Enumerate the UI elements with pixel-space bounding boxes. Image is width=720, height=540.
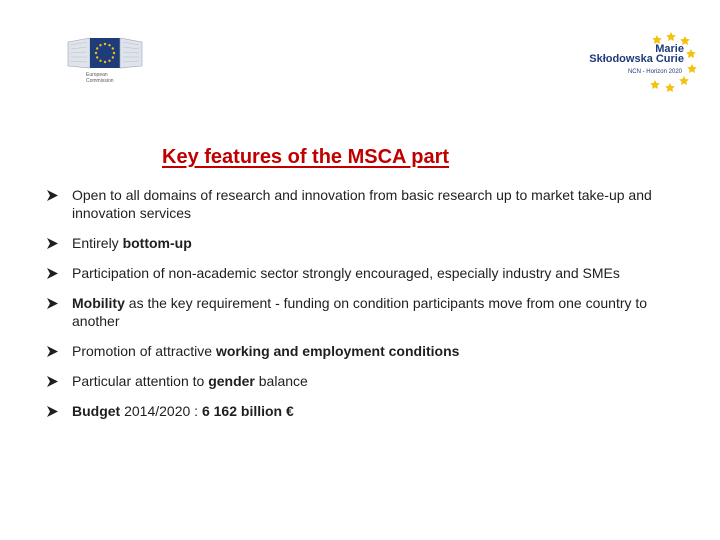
ec-text-line1: European (86, 72, 108, 78)
msca-logo (578, 30, 702, 94)
msca-name-line2: Skłodowska Curie (589, 53, 684, 65)
list-item-text: Budget (72, 403, 121, 419)
slide-title: Key features of the MSCA part (162, 146, 450, 168)
list-item (46, 342, 686, 360)
msca-name (589, 44, 684, 64)
list-item-text: as the key requirement - funding on condition participants move from one country to another (72, 295, 648, 329)
ec-text (86, 72, 114, 84)
list-item-text: bottom-up (122, 235, 192, 251)
msca-subtitle: NCN - Horizon 2020 (627, 69, 682, 75)
ec-building-icon (66, 36, 144, 70)
list-item-text: Open to all domains of (72, 187, 216, 203)
list-item-text: strongly encouraged, especially industry and SMEs (298, 265, 620, 281)
arrow-bullet-icon (46, 376, 58, 387)
list-item-text: non-academic sector (168, 265, 299, 281)
list-item (46, 372, 686, 390)
list-item-text: working and employment conditions (215, 343, 460, 359)
arrow-bullet-icon (46, 238, 58, 249)
list-item-text: Mobility (72, 295, 125, 311)
list-item-text: 6 162 billion € (201, 403, 294, 419)
list-item (46, 294, 686, 330)
arrow-bullet-icon (46, 298, 58, 309)
ec-text-line2: Commission (86, 78, 114, 84)
european-commission-logo (66, 36, 146, 88)
arrow-bullet-icon (46, 406, 58, 417)
list-item (46, 264, 686, 282)
list-item-text: Promotion of attractive (72, 343, 216, 359)
list-item (46, 186, 686, 222)
feature-list (46, 186, 686, 420)
list-item (46, 234, 686, 252)
arrow-bullet-icon (46, 346, 58, 357)
list-item-text: from basic research up to market take-up and innovation services (72, 187, 652, 221)
list-item-text: 2014/2020 : (120, 403, 202, 419)
list-item (46, 402, 686, 420)
msca-name-line1: Marie (655, 43, 684, 55)
list-item-text: balance (254, 373, 308, 389)
arrow-bullet-icon (46, 268, 58, 279)
list-item-text: gender (208, 373, 255, 389)
arrow-bullet-icon (46, 190, 58, 201)
list-item-text: Participation of (72, 265, 169, 281)
list-item-text: research and innovation (215, 187, 366, 203)
list-item-text: Entirely (72, 235, 123, 251)
list-item-text: Particular attention to (72, 373, 209, 389)
